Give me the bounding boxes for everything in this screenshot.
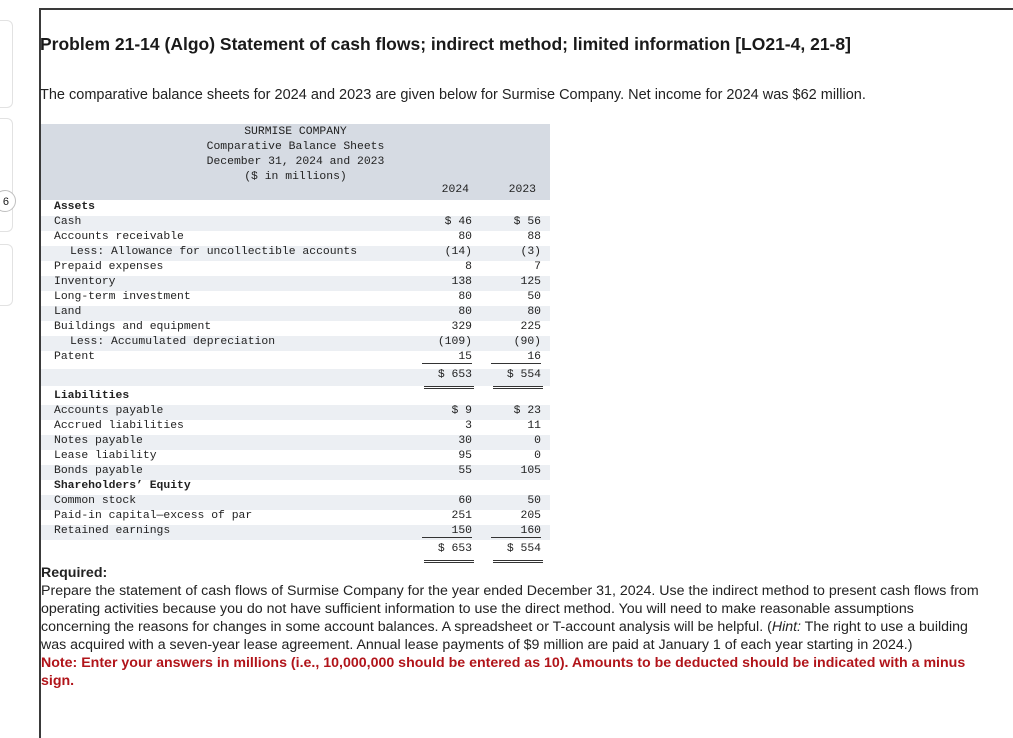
assets-total-underline-2024 (424, 386, 474, 389)
table-row: Accounts receivable 80 88 (54, 231, 541, 243)
statement-units: ($ in millions) (244, 171, 347, 183)
rail-card-top[interactable] (0, 20, 13, 108)
assets-total-underline-2023 (493, 386, 543, 389)
assets-total-row (41, 369, 550, 386)
required-section (41, 564, 981, 690)
table-row: Less: Accumulated depreciation (109) (90) (41, 336, 550, 351)
statement-name: Comparative Balance Sheets (206, 141, 385, 153)
balance-sheet-table (41, 124, 550, 562)
liab-equity-total-2024: $ 653 (437, 543, 472, 555)
column-header-row (41, 184, 550, 200)
liab-equity-total-underline-2024 (424, 560, 474, 563)
table-row: Lease liability 95 0 (54, 450, 541, 462)
table-row: Land 80 80 (41, 306, 550, 321)
rail-card-bottom[interactable] (0, 244, 13, 306)
table-row: Common stock 60 50 (41, 495, 550, 510)
required-instructions: Prepare the statement of cash flows of Surmise Company for the year ended December 31, 2024. Use the indirect method to present cash flows from operating activities because you do not have sufficient information to use the direct method. You will need to make reasonable assumptions concerning the reasons for changes in some account balances. A spreadsheet or T-account analysis will be helpful. (Hint: The right to use a building was acquired with a seven-year lease agreement. Annual lease payments of $9 million are paid at January 1 of each year starting in 2024.) (41, 583, 979, 653)
liab-equity-total-underline-2023 (493, 560, 543, 563)
entry-note: Note: Enter your answers in millions (i.e., 10,000,000 should be entered as 10). Amounts to be deducted should be indicated with a minus sign. (41, 655, 966, 689)
assets-total-2024: $ 653 (437, 369, 472, 381)
table-row: Prepaid expenses 8 7 (54, 261, 541, 273)
table-row: Bonds payable 55 105 (41, 465, 550, 480)
column-2023-header: 2023 (508, 184, 536, 196)
table-row: Accrued liabilities 3 11 (54, 420, 541, 432)
problem-title: Problem 21-14 (Algo) Statement of cash flows; indirect method; limited information [LO21-4, 21-8] (40, 34, 851, 54)
table-row: Long-term investment 80 50 (54, 291, 541, 303)
equity-heading: Shareholders’ Equity (54, 480, 191, 492)
assets-total-2023: $ 554 (506, 369, 541, 381)
liabilities-heading: Liabilities (54, 390, 130, 402)
problem-intro: The comparative balance sheets for 2024 and 2023 are given below for Surmise Company. Net income for 2024 was $62 million. (40, 87, 866, 103)
required-heading: Required: (41, 565, 108, 581)
assets-heading: Assets (54, 201, 96, 213)
table-row: Patent 15 16 (54, 351, 541, 363)
company-name: SURMISE COMPANY (244, 126, 347, 138)
table-row: Retained earnings 150 160 (41, 525, 550, 540)
equity-heading-row (41, 480, 550, 495)
table-row: Paid-in capital—excess of par 251 205 (54, 510, 541, 522)
table-row: Less: Allowance for uncollectible accounts (14) (3) (41, 246, 550, 261)
table-row: Notes payable 30 0 (41, 435, 550, 450)
table-row: Buildings and equipment 329 225 (54, 321, 541, 333)
statement-date: December 31, 2024 and 2023 (206, 156, 385, 168)
column-2024-header: 2024 (441, 184, 469, 196)
question-number-badge[interactable]: 6 (0, 190, 16, 212)
rail-card-middle[interactable] (0, 118, 13, 232)
liab-equity-total-2023: $ 554 (506, 543, 541, 555)
table-row: Cash $ 46 $ 56 (41, 216, 550, 231)
table-row: Inventory 138 125 (41, 276, 550, 291)
table-row: Accounts payable $ 9 $ 23 (41, 405, 550, 420)
liab-equity-total-row (41, 543, 550, 560)
hint-label: Hint: (771, 619, 801, 635)
assets-heading-row (41, 201, 550, 216)
liabilities-heading-row (41, 390, 550, 405)
